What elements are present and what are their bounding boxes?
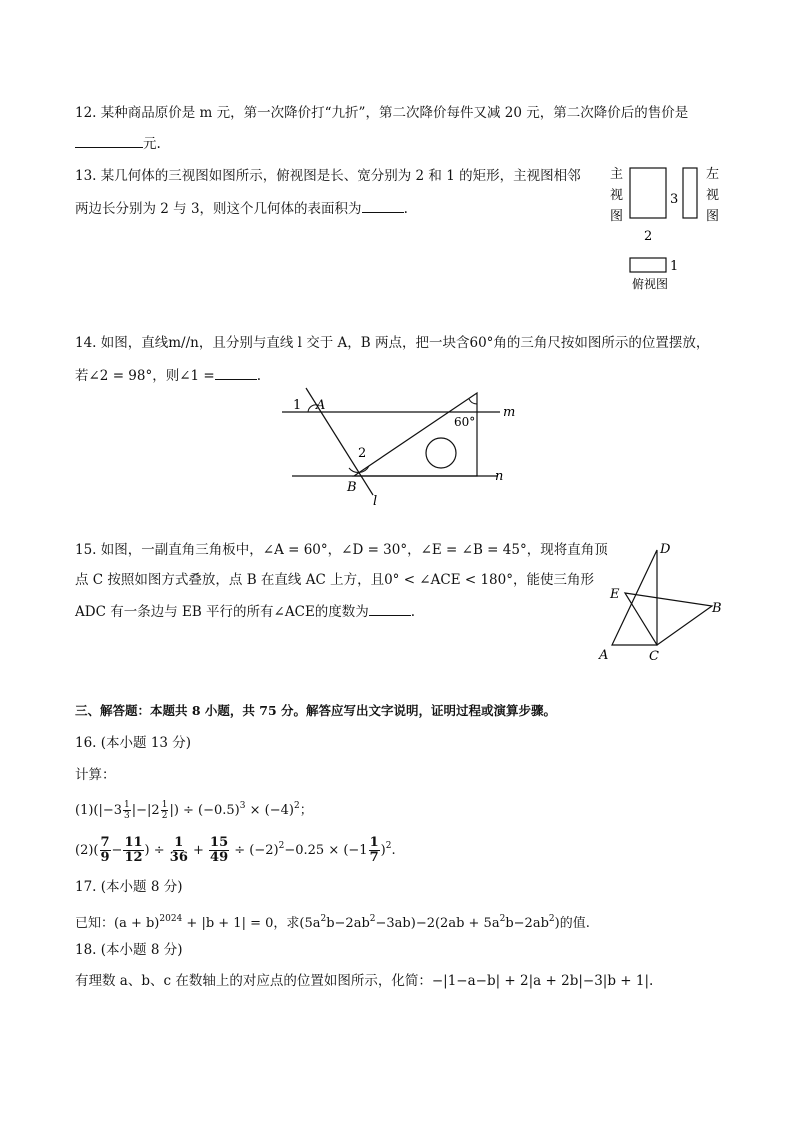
q13-line2-text: 两边长分别为 2 与 3，则这个几何体的表面积为 [75, 201, 362, 217]
expr-seg: −3ab)−2(2ab + 5a [375, 916, 500, 931]
exponent: 2 [499, 914, 506, 924]
expr-seg: |) ÷ (−0.5) [169, 803, 240, 818]
answer-blank[interactable] [362, 198, 404, 213]
q14-line2 [75, 365, 261, 386]
answer-blank[interactable] [369, 601, 411, 616]
expr-seg: (2)( [75, 843, 99, 858]
label-60: 60° [454, 415, 476, 429]
label-zhu: 主 [610, 167, 624, 182]
label-shi1: 视 [610, 188, 624, 203]
q13-tail: . [403, 201, 408, 217]
label-1: 1 [293, 398, 302, 413]
ruler-hole [426, 438, 456, 468]
q15-line3 [75, 601, 415, 622]
label-zuo: 左 [706, 167, 720, 182]
q15-line1: 15. 如图，一副直角三角板中，∠A = 60°，∠D = 30°，∠E = ∠B = 45°，现将直角顶 [75, 542, 608, 558]
numerator: 11 [124, 835, 143, 850]
numerator: 1 [124, 800, 130, 810]
q15-line2: 点 C 按照如图方式叠放，点 B 在直线 AC 上方，且0° < ∠ACE < 180°，能使三角形 [75, 572, 594, 588]
label-2: 2 [358, 446, 367, 461]
expr-seg: × (−4) [245, 803, 294, 818]
label-A: A [316, 398, 326, 413]
expr-seg: . [391, 843, 396, 858]
angle60-arc [469, 399, 477, 404]
q16-calc-label: 计算： [75, 767, 116, 783]
exponent: 2 [369, 914, 376, 924]
expr-seg: ÷ (−2) [230, 843, 279, 858]
fraction [209, 836, 229, 865]
fraction [123, 800, 131, 821]
q16-part1 [75, 796, 313, 821]
denominator: 36 [169, 850, 188, 865]
answer-blank[interactable] [75, 133, 143, 148]
label-D: D [660, 542, 671, 557]
q14-tail: . [256, 368, 262, 384]
label-n: n [495, 469, 504, 484]
label-shi2: 视 [706, 188, 720, 203]
label-B: B [347, 480, 357, 495]
q13-line1: 13. 某几何体的三视图如图所示，俯视图是长、宽分别为 2 和 1 的矩形，主视图相邻 [75, 168, 581, 184]
num-1: 1 [670, 259, 679, 274]
top-view-rect [630, 258, 666, 272]
front-view-rect [630, 168, 666, 218]
answer-blank[interactable] [215, 365, 257, 380]
q13-line2 [75, 198, 408, 219]
expr-seg: )的值. [554, 916, 590, 931]
exponent: 2 [385, 841, 392, 851]
numerator: 15 [210, 835, 229, 850]
expr-seg: −0.25 × (−1 [284, 843, 368, 858]
fraction [170, 836, 188, 865]
label-l: l [373, 494, 378, 509]
parallel-lines-figure [270, 385, 530, 510]
exponent: 2 [548, 914, 555, 924]
denominator: 49 [210, 850, 229, 865]
q17-text [75, 909, 590, 934]
expr-seg: ； [299, 803, 313, 818]
triangle-ruler [354, 393, 477, 476]
label-A: A [599, 648, 609, 663]
label-C: C [649, 649, 659, 664]
section3-heading: 三、解答题：本题共 8 小题，共 75 分。解答应写出文字说明，证明过程或演算步骤。 [75, 703, 557, 718]
q16-title: 16. (本小题 13 分) [75, 735, 192, 751]
label-m: m [503, 405, 516, 420]
q14-line1: 14. 如图，直线m//n，且分别与直线 l 交于 A，B 两点，把一块含60°角的三角尺按如图所示的位置摆放， [75, 335, 710, 351]
label-E: E [610, 587, 620, 602]
q15-tail: . [410, 604, 416, 620]
exponent: 2 [320, 914, 327, 924]
q16-part2 [75, 828, 396, 869]
q12-answer-line [75, 133, 161, 154]
exponent: 3 [239, 801, 246, 811]
num-3: 3 [670, 192, 679, 207]
exponent: 2 [278, 841, 285, 851]
label-B: B [712, 601, 722, 616]
expr-seg: + |b + 1| = 0，求(5a [182, 916, 321, 931]
expr-seg: ) [380, 843, 386, 858]
num-2: 2 [644, 229, 653, 244]
expr-seg: ) ÷ [144, 843, 169, 858]
q17-title: 17. (本小题 8 分) [75, 879, 183, 895]
numerator: 1 [174, 835, 184, 850]
three-view-figure [600, 160, 730, 295]
q12-tail: 元. [143, 136, 161, 152]
q14-line2-text: 若∠2 = 98°，则∠1 = [75, 368, 215, 384]
expr-seg: + [188, 843, 209, 858]
expr-seg: 已知：(a + b) [75, 916, 160, 931]
denominator: 12 [124, 850, 143, 865]
expr-seg: b−2ab [505, 916, 549, 931]
exponent: 2024 [159, 914, 183, 924]
triangle-ECB [625, 593, 712, 645]
label-top-view: 俯视图 [632, 277, 669, 291]
q12-text: 12. 某种商品原价是 m 元，第一次降价打“九折”，第二次降价每件又减 20 元，第二次降价后的售价是 [75, 105, 689, 121]
label-tu2: 图 [706, 209, 720, 224]
numerator: 7 [100, 835, 110, 850]
denominator: 3 [124, 811, 130, 821]
exponent: 2 [293, 801, 300, 811]
expr-seg: (1)(|−3 [75, 803, 123, 818]
fraction [123, 836, 143, 865]
fraction [369, 836, 380, 865]
q18-title: 18. (本小题 8 分) [75, 942, 183, 958]
expr-seg: b−2ab [326, 916, 370, 931]
expr-seg: |−|2 [131, 803, 160, 818]
label-tu1: 图 [610, 209, 624, 224]
expr-seg: − [111, 843, 123, 858]
numerator: 1 [369, 835, 379, 850]
fraction [161, 800, 169, 821]
left-view-rect [683, 168, 697, 218]
angle2-arc [349, 466, 369, 472]
denominator: 2 [161, 811, 168, 821]
numerator: 1 [161, 800, 168, 810]
denominator: 9 [100, 850, 110, 865]
denominator: 7 [369, 850, 379, 865]
set-squares-figure [595, 538, 730, 668]
q15-line3-text: ADC 有一条边与 EB 平行的所有∠ACE的度数为 [75, 604, 369, 620]
fraction [100, 836, 111, 865]
q18-text: 有理数 a、b、c 在数轴上的对应点的位置如图所示，化简：−|1−a−b| + 2|a + 2b|−3|b + 1|. [75, 973, 654, 989]
